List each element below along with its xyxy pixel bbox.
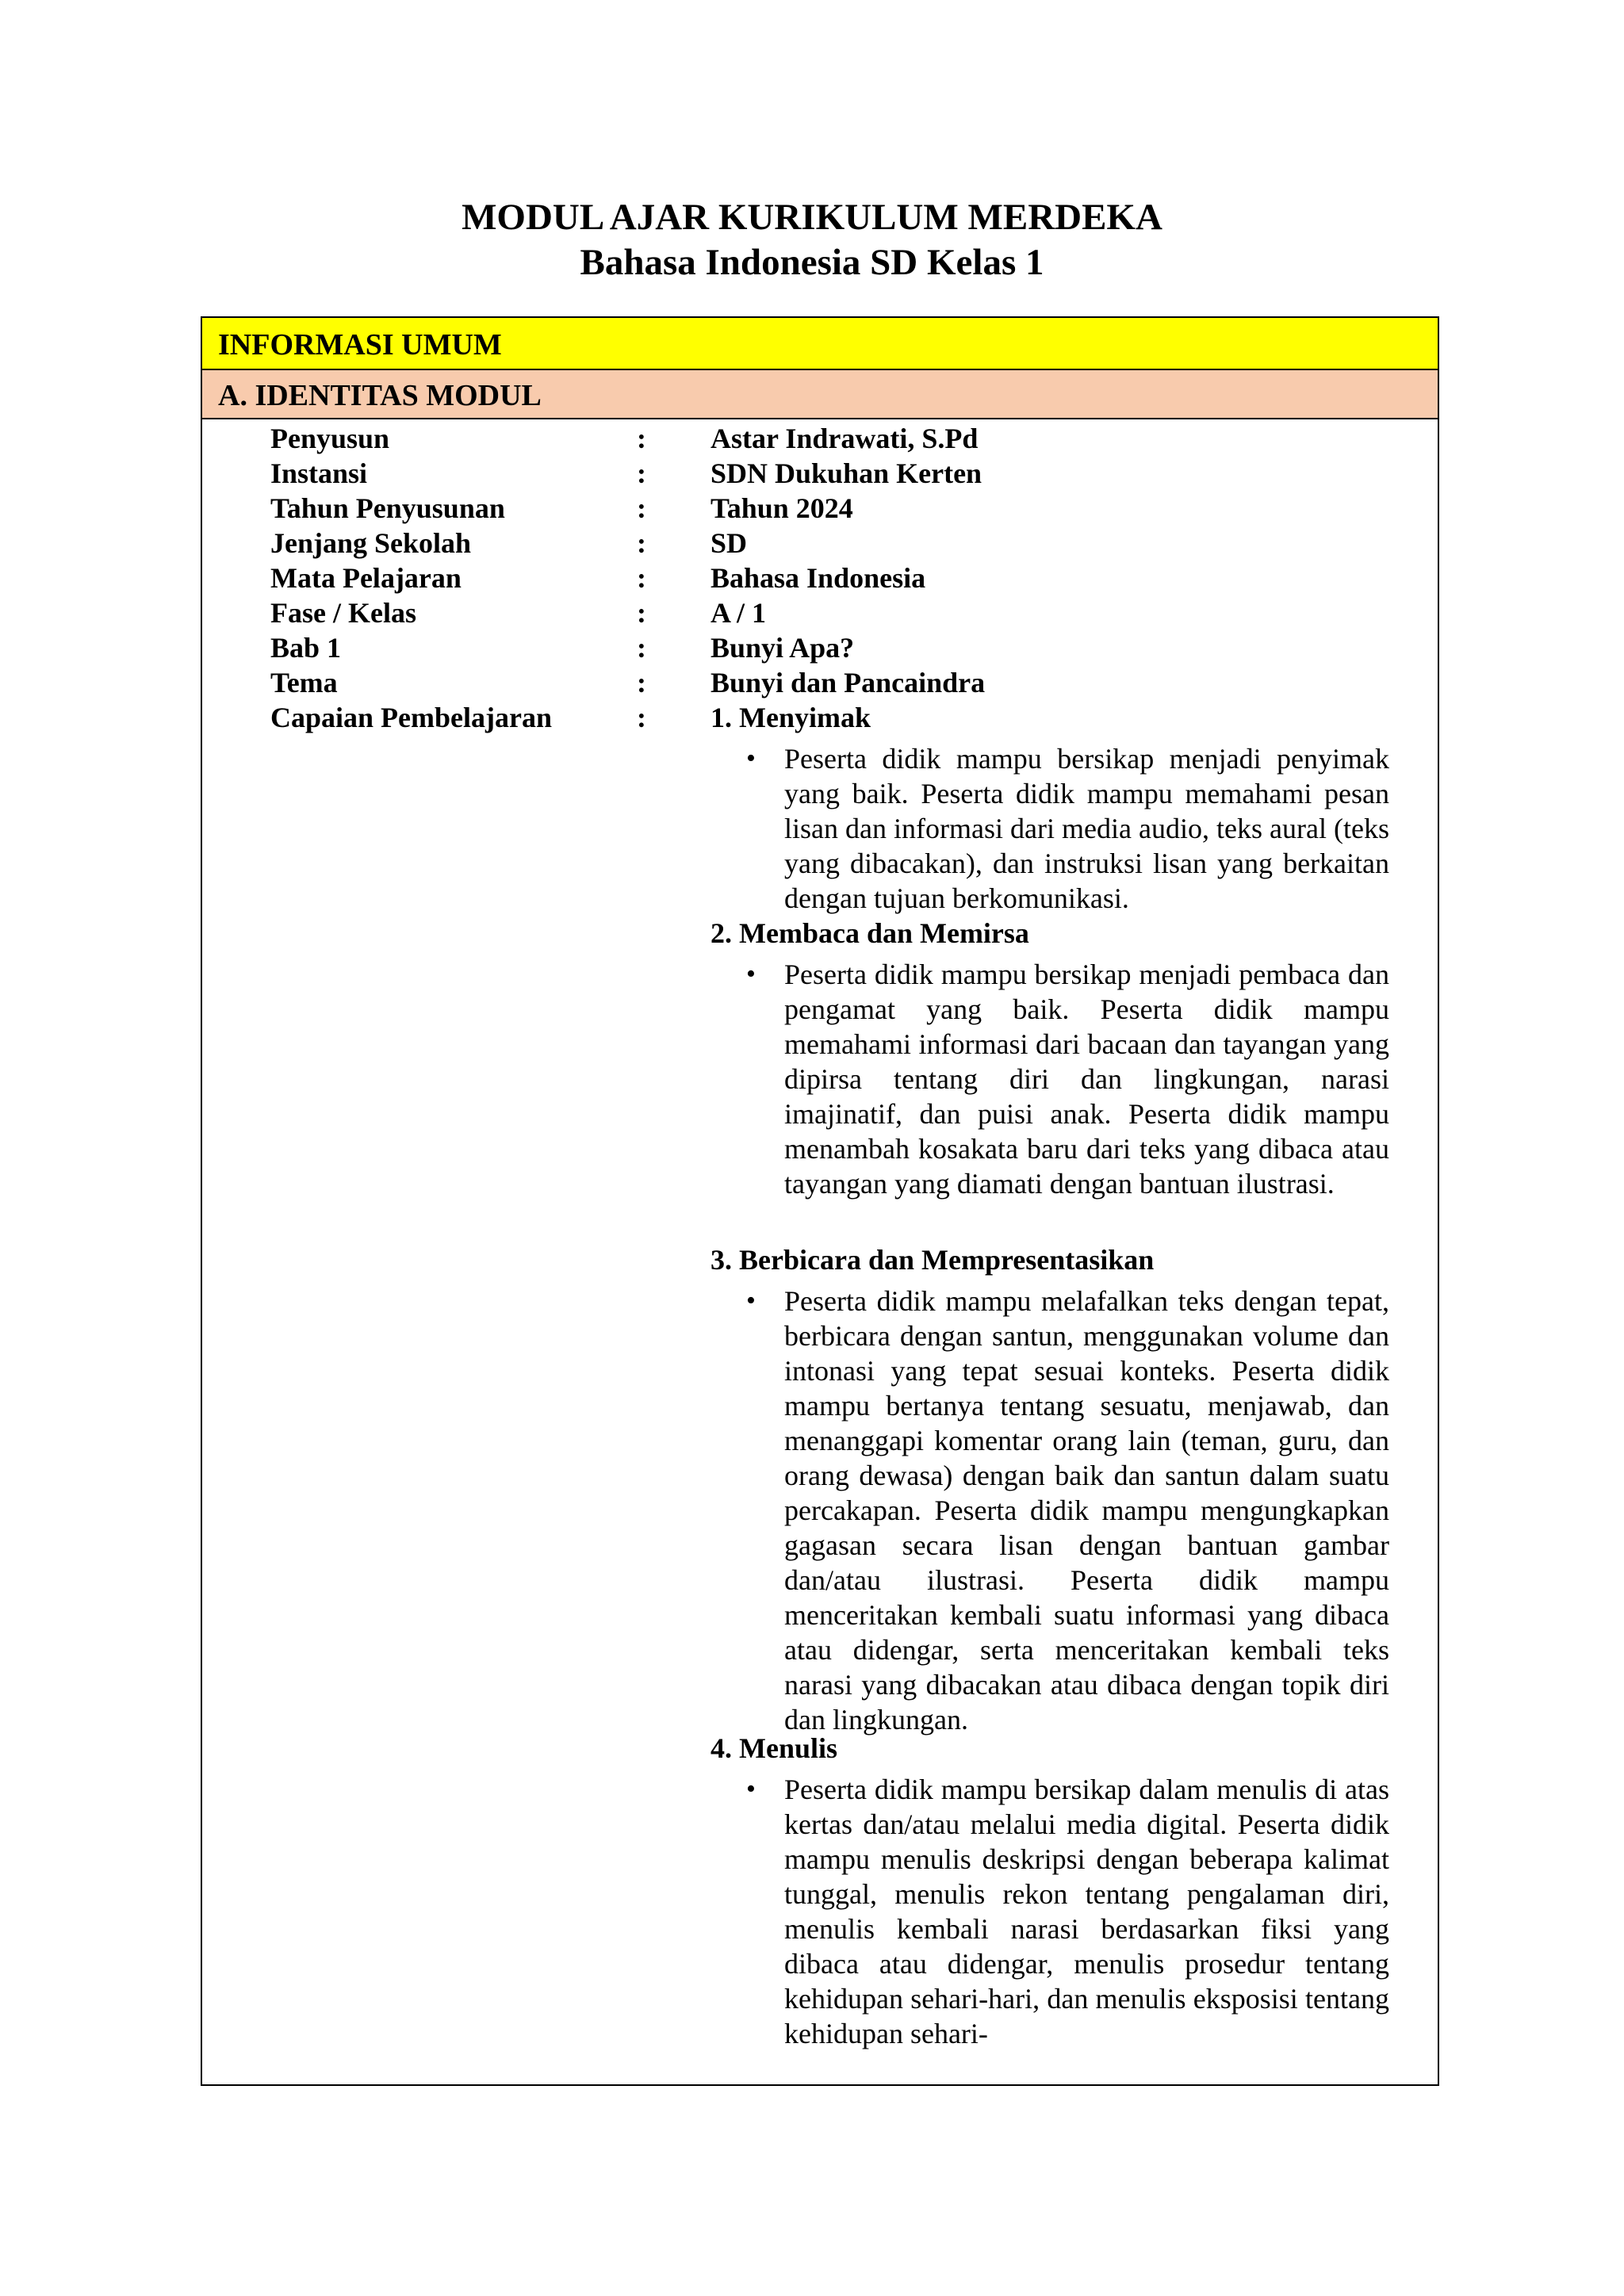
bullet-icon: •	[746, 1286, 756, 1315]
general-info-label: INFORMASI UMUM	[218, 328, 502, 362]
document-title: MODUL AJAR KURIKULUM MERDEKA	[462, 197, 1162, 238]
identity-value: Bunyi dan Pancaindra	[710, 667, 986, 698]
identity-value: Astar Indrawati, S.Pd	[710, 423, 979, 454]
bullet-icon: •	[746, 959, 756, 989]
identity-value: SDN Dukuhan Kerten	[710, 457, 982, 489]
capaian-text: Peserta didik mampu bersikap menjadi pembaca dan pengamat yang baik. Peserta didik mampu memahami informasi dari bacaan dan tayangan yang dipirsa tentang diri dan lingkungan, narasi imajinatif, dan puisi anak. Peserta didik mampu menambah kosakata baru dari teks yang dibaca atau tayangan yang diamati dengan bantuan ilustrasi.	[784, 959, 1389, 1200]
capaian-item-membaca	[746, 957, 1389, 1201]
capaian-item-menyimak	[746, 741, 1389, 916]
module-identity-header	[202, 370, 1438, 419]
identity-separator: :	[637, 457, 646, 489]
identity-label: Tahun Penyusunan	[270, 492, 505, 524]
identity-label: Penyusun	[270, 423, 390, 454]
identity-separator: :	[637, 423, 646, 454]
identity-label: Bab 1	[270, 632, 342, 664]
identity-separator: :	[637, 667, 646, 698]
identity-value: Tahun 2024	[710, 492, 853, 524]
identity-label: Capaian Pembelajaran	[270, 702, 552, 733]
capaian-heading-menulis: 4. Menulis	[710, 1732, 838, 1764]
identity-separator: :	[637, 562, 646, 594]
module-identity-label: A. IDENTITAS MODUL	[218, 379, 542, 412]
capaian-heading-berbicara: 3. Berbicara dan Mempresentasikan	[710, 1244, 1155, 1276]
bullet-icon: •	[746, 1774, 756, 1804]
general-info-header	[202, 318, 1438, 370]
capaian-heading-membaca: 2. Membaca dan Memirsa	[710, 917, 1029, 949]
identity-value: Bunyi Apa?	[710, 632, 855, 664]
identity-separator: :	[637, 527, 646, 559]
identity-label: Tema	[270, 667, 338, 698]
identity-value: A / 1	[710, 597, 767, 629]
identity-label: Jenjang Sekolah	[270, 527, 472, 559]
identity-value: SD	[710, 527, 748, 559]
identity-label: Fase / Kelas	[270, 597, 416, 629]
identity-separator: :	[637, 632, 646, 664]
module-table	[201, 316, 1439, 2086]
document-subtitle: Bahasa Indonesia SD Kelas 1	[580, 242, 1044, 283]
identity-separator: :	[637, 597, 646, 629]
capaian-text: Peserta didik mampu melafalkan teks dengan tepat, berbicara dengan santun, menggunakan volume dan intonasi yang tepat sesuai konteks. Peserta didik mampu bertanya tentang sesuatu, menjawab, dan menanggapi komentar orang lain (teman, guru, dan orang dewasa) dengan baik dan santun dalam suatu percakapan. Peserta didik mampu mengungkapkan gagasan secara lisan dengan bantuan gambar dan/atau ilustrasi. Peserta didik mampu menceritakan kembali suatu informasi yang dibaca atau didengar, serta menceritakan kembali teks narasi yang dibacakan atau dibaca dengan topik diri dan lingkungan.	[784, 1285, 1389, 1735]
identity-label: Mata Pelajaran	[270, 562, 462, 594]
capaian-text: Peserta didik mampu bersikap dalam menulis di atas kertas dan/atau melalui media digital. Peserta didik mampu menulis deskripsi dengan beberapa kalimat tunggal, menulis rekon tentang pengalaman diri, menulis kembali narasi berdasarkan fiksi yang dibaca atau didengar, menulis prosedur tentang kehidupan sehari-hari, dan menulis eksposisi tentang kehidupan sehari-	[784, 1774, 1389, 2049]
identity-separator: :	[637, 492, 646, 524]
capaian-text: Peserta didik mampu bersikap menjadi penyimak yang baik. Peserta didik mampu memahami pesan lisan dan informasi dari media audio, teks aural (teks yang dibacakan), dan instruksi lisan yang berkaitan dengan tujuan berkomunikasi.	[784, 743, 1389, 914]
bullet-icon: •	[746, 744, 756, 773]
identity-separator: :	[637, 702, 646, 733]
capaian-item-menulis	[746, 1772, 1389, 2051]
identity-label: Instansi	[270, 457, 368, 489]
capaian-item-berbicara	[746, 1284, 1389, 1737]
identity-value: 1. Menyimak	[710, 702, 871, 733]
identity-value: Bahasa Indonesia	[710, 562, 926, 594]
